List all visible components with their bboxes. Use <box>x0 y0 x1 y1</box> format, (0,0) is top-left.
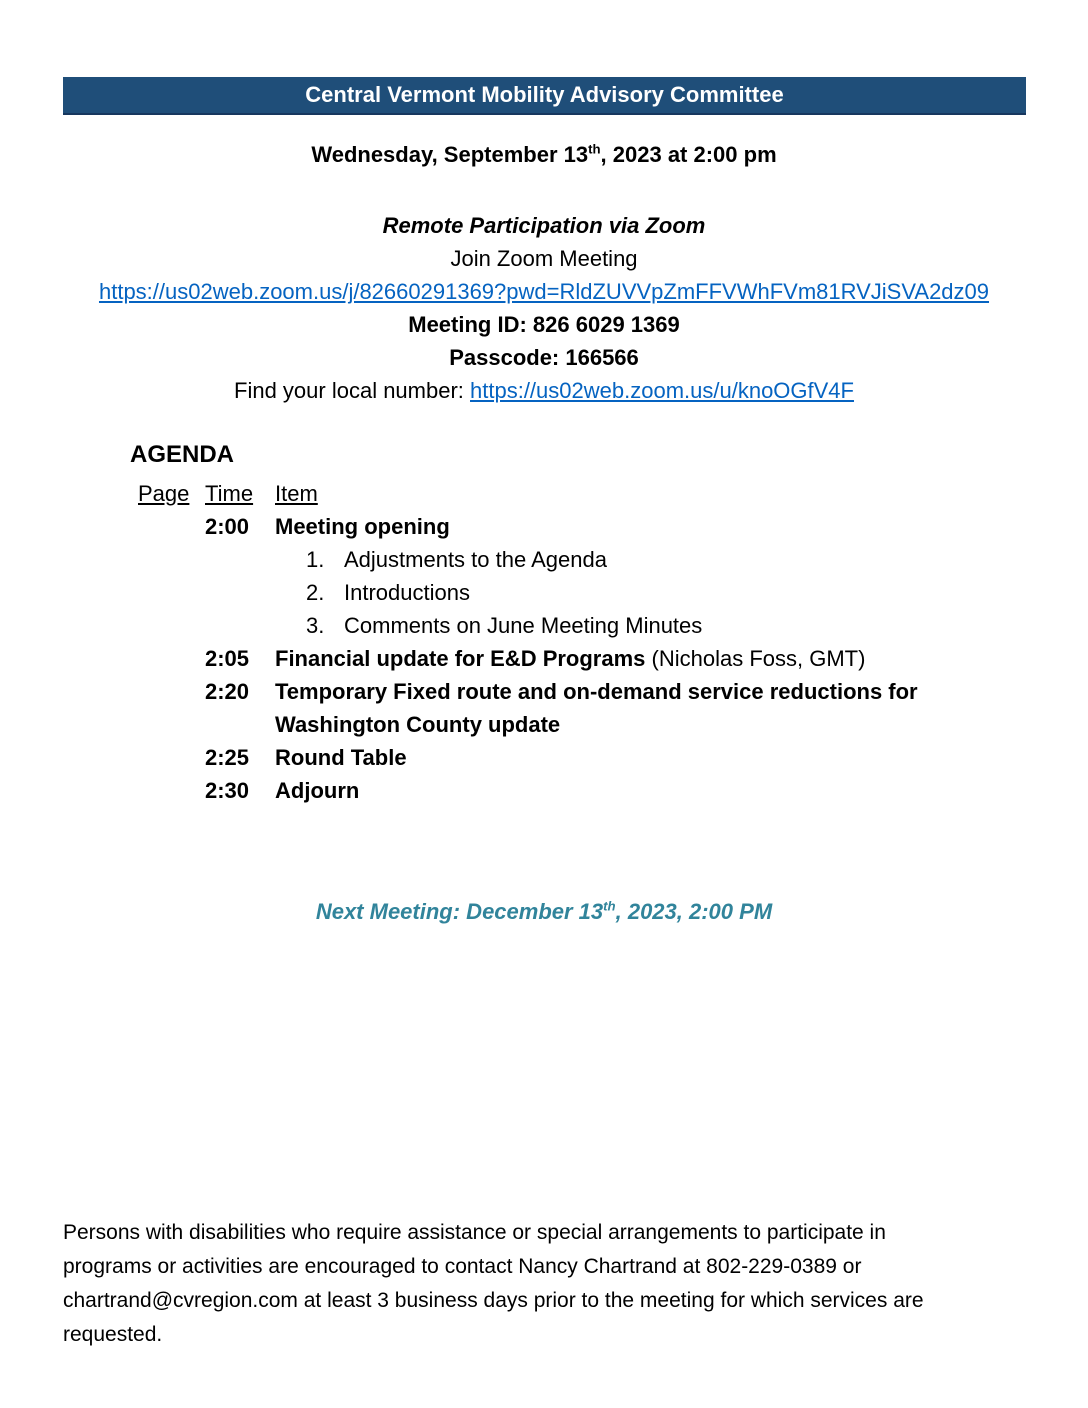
remote-participation-block <box>0 209 1088 407</box>
agenda-item-title: Temporary Fixed route and on-demand service reductions for <box>275 679 918 704</box>
date-superscript: th <box>588 141 601 157</box>
agenda-row <box>138 774 1025 807</box>
agenda-subitem-text: Adjustments to the Agenda <box>344 547 607 572</box>
column-header-page: Page <box>138 481 190 506</box>
list-number: 3. <box>306 613 325 638</box>
agenda-row <box>138 642 1025 675</box>
local-number-link[interactable]: https://us02web.zoom.us/u/knoOGfV4F <box>470 378 854 403</box>
agenda-time: 2:30 <box>205 778 250 803</box>
list-number: 2. <box>306 580 325 605</box>
next-meeting-text: Next Meeting: December 13 <box>315 899 604 924</box>
agenda-item-presenter: (Nicholas Foss, GMT) <box>645 646 866 671</box>
agenda-time: 2:05 <box>205 646 250 671</box>
agenda-header-row <box>138 477 1025 510</box>
remote-participation-heading: Remote Participation via Zoom <box>382 213 706 238</box>
meeting-date-text: Wednesday, September 13 <box>311 142 589 167</box>
agenda-heading: AGENDA <box>130 441 235 468</box>
agenda-row-continuation <box>138 708 1025 741</box>
agenda-time: 2:20 <box>205 679 250 704</box>
accessibility-notice-line: programs or activities are encouraged to contact Nancy Chartrand at 802-229-0389 or <box>63 1255 862 1278</box>
accessibility-notice-line: requested. <box>63 1323 163 1346</box>
accessibility-notice-line: Persons with disabilities who require assistance or special arrangements to participate in <box>63 1221 886 1244</box>
meeting-passcode: Passcode: 166566 <box>449 345 639 370</box>
agenda-item-title-continued: Washington County update <box>275 712 561 737</box>
next-meeting-suffix: , 2023, 2:00 PM <box>615 899 773 924</box>
agenda-subitem-row <box>138 609 1025 642</box>
agenda-subitem-row <box>138 576 1025 609</box>
agenda-row <box>138 741 1025 774</box>
column-header-time: Time <box>205 481 254 506</box>
join-zoom-label: Join Zoom Meeting <box>450 246 638 271</box>
agenda-item-title: Adjourn <box>275 778 360 803</box>
agenda-subitem-text: Comments on June Meeting Minutes <box>344 613 703 638</box>
accessibility-notice <box>63 1216 1053 1352</box>
committee-title-bar <box>63 77 1026 115</box>
meeting-date-suffix: , 2023 at 2:00 pm <box>600 142 777 167</box>
agenda-subitem-text: Introductions <box>344 580 470 605</box>
meeting-date <box>0 142 1088 168</box>
zoom-link-line <box>0 275 1088 308</box>
agenda-row <box>138 675 1025 708</box>
agenda-subitem-row <box>138 543 1025 576</box>
agenda-time: 2:00 <box>205 514 250 539</box>
meeting-id: Meeting ID: 826 6029 1369 <box>408 312 680 337</box>
agenda-item-title: Financial update for E&D Programs <box>275 646 646 671</box>
accessibility-notice-line: chartrand@cvregion.com at least 3 business days prior to the meeting for which services are <box>63 1289 924 1312</box>
next-meeting-superscript: th <box>603 898 616 914</box>
list-number: 1. <box>306 547 325 572</box>
agenda-time: 2:25 <box>205 745 250 770</box>
page-title: Central Vermont Mobility Advisory Committee <box>305 82 784 107</box>
column-header-item: Item <box>275 481 318 506</box>
agenda-item-title: Meeting opening <box>275 514 450 539</box>
zoom-meeting-link[interactable]: https://us02web.zoom.us/j/82660291369?pwd=RldZUVVpZmFFVWhFVm81RVJiSVA2dz09 <box>98 279 990 304</box>
agenda-row <box>138 510 1025 543</box>
agenda-item-title: Round Table <box>275 745 407 770</box>
local-number-label: Find your local number: <box>234 378 471 403</box>
local-number-line <box>0 374 1088 407</box>
agenda-table <box>138 477 1025 807</box>
next-meeting-note <box>0 899 1088 925</box>
